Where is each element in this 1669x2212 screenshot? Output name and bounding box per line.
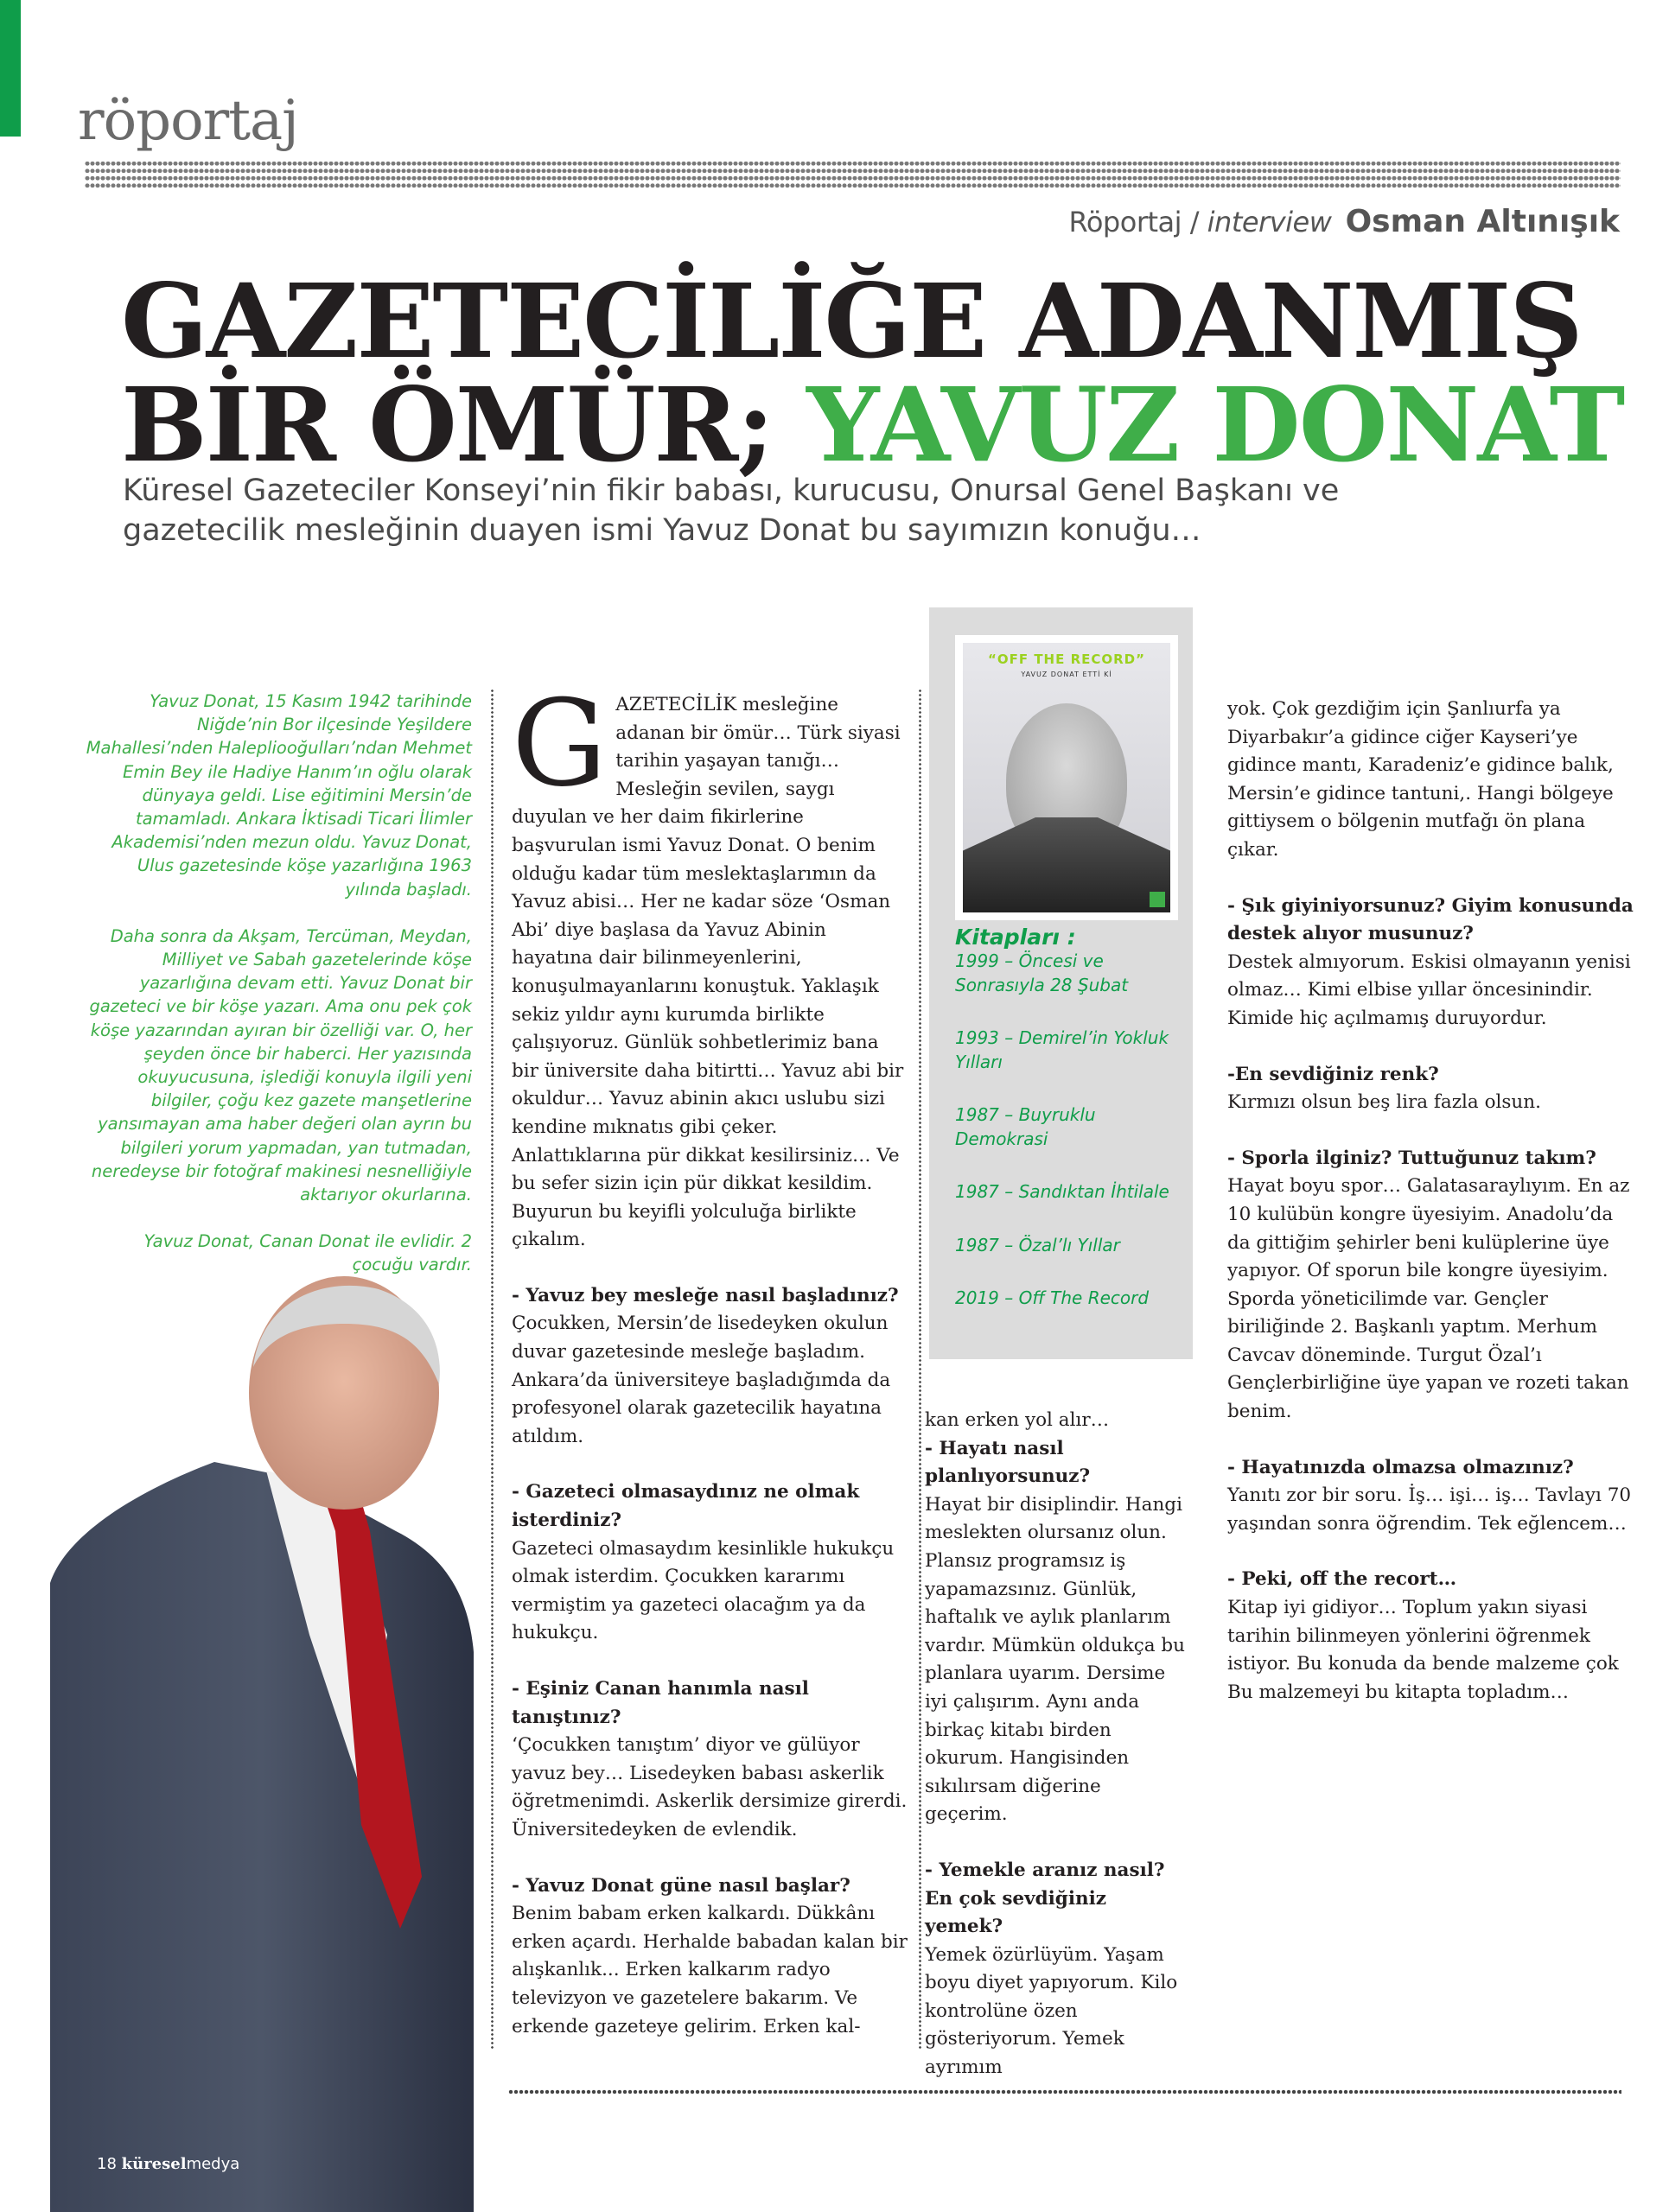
book-cover-suit <box>963 817 1170 912</box>
headline-line-1: GAZETECİLİĞE ADANMIŞ <box>121 261 1582 381</box>
book-cover-title: “OFF THE RECORD” <box>988 652 1145 667</box>
continuation-text: kan erken yol alır… <box>925 1409 1110 1431</box>
section-tab-marker <box>0 0 21 137</box>
page-folio <box>97 2155 239 2173</box>
answer: Çocukken, Mersin’de lisedeyken okulun duvar gazetesinde mesleğe başladım. Ankara’da üniversiteye başladığımda da profesyonel olarak gazetecilik hayatına atıldım. <box>512 1313 891 1447</box>
page-number: 18 <box>97 2155 117 2173</box>
answer: Yemek özürlüyüm. Yaşam boyu diyet yapıyorum. Kilo kontrolüne özen gösteriyorum. Yemek ayrımım <box>925 1943 1178 2079</box>
book-item: 1999 – Öncesi ve Sonrasıyla 28 Şubat <box>955 950 1129 995</box>
book-item: 1993 – Demirel’in Yokluk Yılları <box>955 1027 1169 1072</box>
answer: Kırmızı olsun beş lira fazla olsun. <box>1227 1091 1541 1114</box>
continuation-text: yok. Çok gezdiğim için Şanlıurfa ya Diyarbakır’a gidince ciğer Kayseri’ye gidince mantı, Karadeniz’e gidince balık, Mersin’e gidince tantuni,. Hangi bölgeye gittiysem o bölgenin mutfağı ön plana çıkar. <box>1227 698 1614 861</box>
column-divider <box>919 689 921 2050</box>
question: - Gazeteci olmasaydınız ne olmak isterdiniz? <box>512 1481 860 1532</box>
article-column-3 <box>1227 696 1638 1734</box>
answer: Hayat bir disiplindir. Hangi meslekten olursanız olun. Plansız programsız iş yapamazsınız. Günlük, haftalık ve aylık planlarım vardır. Mümkün oldukça bu planlara uyarım. Dersime iyi çalışırım. Aynı anda birkaç kitabı birden okurum. Hangisinden sıkılırsam diğerine geçerim. <box>925 1493 1186 1826</box>
dotted-header-band <box>85 160 1621 189</box>
answer: Yanıtı zor bir soru. İş… işi… iş… Tavlayı 70 yaşından sonra öğrendim. Tek eğlencem… <box>1227 1484 1632 1535</box>
qa-block <box>512 1675 908 1845</box>
qa-block <box>512 1478 908 1648</box>
column-divider <box>491 689 494 2050</box>
magazine-brand-bold: küresel <box>121 2155 187 2173</box>
portrait-photo <box>16 1272 487 2212</box>
publisher-logo-icon <box>1150 892 1165 907</box>
byline-author: Osman Altınışık <box>1345 204 1620 239</box>
article-standfirst: Küresel Gazeteciler Konseyi’nin fikir babası, kurucusu, Onursal Genel Başkanı ve gazetecilik mesleğinin duayen ismi Yavuz Donat bu sayımızın konuğu… <box>123 474 1340 548</box>
headline-line-2: BİR ÖMÜR; <box>121 365 807 485</box>
question: - Sporla ilginiz? Tuttuğunuz takım? <box>1227 1147 1596 1169</box>
book-cover-image <box>955 635 1178 920</box>
question: - Eşiniz Canan hanımla nasıl tanıştınız? <box>512 1678 809 1728</box>
question: - Hayatınızda olmazsa olmazınız? <box>1227 1456 1574 1478</box>
book-item: 1987 – Sandıktan İhtilale <box>955 1181 1169 1202</box>
question: - Yemekle aranız nasıl? En çok sevdiğiniz yemek? <box>925 1859 1165 1938</box>
answer: Kitap iyi gidiyor… Toplum yakın siyasi tarihin bilinmeyen yönlerini öğrenmek istiyor. Bu konuda da bende malzeme çok Bu malzemeyi bu kitapta topladım… <box>1227 1597 1619 1703</box>
answer: Benim babam erken kalkardı. Dükkânı erken açardı. Herhalde babadan kalan bir alışkanlık... Erken kalkarım radyo televizyon ve gazetelere bakarım. Ve erkende gazeteye gelirim. Erken kal- <box>512 1903 908 2037</box>
book-cover-subtitle: YAVUZ DONAT ETTİ Kİ <box>1021 671 1112 678</box>
answer: Gazeteci olmasaydım kesinlikle hukukçu olmak isterdim. Çocukken kararımı vermiştim ya gazeteci olacağım ya da hukukçu. <box>512 1537 895 1644</box>
answer: Destek almıyorum. Eskisi olmayanın yenisi olmaz… Kimi elbise yıllar öncesinindir. Kimide hiç açılmamış duruyordur. <box>1227 950 1631 1029</box>
bio-paragraph: Yavuz Donat, Canan Donat ile evlidir. 2 çocuğu vardır. <box>143 1231 472 1275</box>
qa-block <box>1227 1566 1638 1707</box>
qa-block <box>1227 893 1638 1033</box>
qa-block <box>1227 1145 1638 1427</box>
qa-block <box>512 1872 908 2042</box>
qa-block <box>1227 1454 1638 1539</box>
book-item: 2019 – Off The Record <box>955 1287 1150 1308</box>
byline <box>1069 204 1620 239</box>
question: - Hayatı nasıl planlıyorsunuz? <box>925 1437 1091 1488</box>
books-heading: Kitapları : <box>955 925 1076 950</box>
question: - Peki, off the recort… <box>1227 1568 1457 1591</box>
bio-paragraph: Yavuz Donat, 15 Kasım 1942 tarihinde Niğde’nin Bor ilçesinde Yeşildere Mahallesi’nden Halepliooğulları’ndan Mehmet Emin Bey ile Hadiye Hanım’ın oğlu olarak dünyaya geldi. Lise eğitimini Mersin’de tamamladı. Ankara İktisadi Ticari İlimler Akademisi’nden mezun oldu. Yavuz Donat, Ulus gazetesinde köşe yazarlığına 1963 yılında başladı. <box>86 691 472 899</box>
qa-block <box>512 1282 908 1452</box>
qa-block <box>1227 1061 1638 1117</box>
article-column-1 <box>512 674 908 2069</box>
question: -En sevdiğiniz renk? <box>1227 1063 1439 1085</box>
drop-cap: G <box>512 674 608 813</box>
byline-label: Röportaj / interview <box>1068 206 1332 238</box>
book-item: 1987 – Özal’lı Yıllar <box>955 1234 1120 1255</box>
bio-paragraph: Daha sonra da Akşam, Tercüman, Meydan, Milliyet ve Sabah gazetelerinde köşe yazarlığına devam etti. Yavuz Donat bir gazeteci ve bir köşe yazarı. Ama onu pek çok köşe yazarından ayıran bir özelliği var. O, her şeyden önce bir haberci. Her yazısında okuyucusuna, işlediği konuyla ilgili yeni bilgiler, çoğu kez gazete manşetlerine yansımayan ama haber değeri olan ayrın bu bilgileri yorum yapmadan, yan tutmadan, neredeyse bir fotoğraf makinesi nesnelliğiyle aktarıyor okurlarına. <box>89 925 472 1205</box>
question: - Şık giyiniyorsunuz? Giyim konusunda destek alıyor musunuz? <box>1227 894 1634 945</box>
answer: ‘Çocukken tanıştım’ diyor ve gülüyor yavuz bey… Lisedeyken babası askerlik öğretmenimdi. Askerlik dersimize girerdi. Üniversitedeyken de evlendik. <box>512 1734 908 1840</box>
magazine-brand-light: medya <box>186 2155 240 2173</box>
intro-paragraph: GAZETECİLİK mesleğine adanan bir ömür… Türk siyasi tarihin yaşayan tanığı… Mesleğin sevilen, saygı duyulan ve her daim fikirlerine başvurulan ismi Yavuz Donat. O benim olduğu kadar tüm meslektaşlarımın da Yavuz abisi… Her ne kadar söze ‘Osman Abi’ diye başlasa da Yavuz Abinin hayatına dair bilinmeyenlerini, konuşulmayanlarını konuştuk. Yaklaşık sekiz yıldır aynı kurumda birlikte çalışıyoruz. Günlük sohbetlerimiz bana bir üniversite daha bitirtti… Yavuz abi bir okuldur… Yavuz abinin akıcı uslubu sizi kendine mıknatıs gibi çeker. Anlattıklarına pür dikkat kesilirsiniz… Ve bu sefer sizin için pür dikkat kesildim. Buyurun bu keyifli yolculuğa birlikte çıkalım. <box>512 674 904 1251</box>
qa-block <box>925 1435 1188 1829</box>
books-sidebar <box>929 607 1193 1359</box>
headline-accent-name: YAVUZ DONAT <box>806 365 1624 485</box>
article-column-2 <box>925 1407 1188 2110</box>
books-list <box>955 925 1180 1340</box>
question: - Yavuz Donat güne nasıl başlar? <box>512 1874 850 1897</box>
question: - Yavuz bey mesleğe nasıl başladınız? <box>512 1284 899 1306</box>
article-headline <box>121 261 1624 485</box>
answer: Hayat boyu spor… Galatasaraylıyım. En az 10 kulübün kongre üyesiyim. Anadolu’da da gittiğim şehirler beni kulüplerine üye yapıyor. Of sporun bile kongre üyesiyim. Sporda yöneticilimde var. Gençler biriliğinde 2. Başkanlı yaptım. Merhum Cavcav döneminde. Turgut Özal’ı Gençlerbirliğine üye yapan ve rozeti takan benim. <box>1227 1175 1630 1423</box>
bio-sidebar <box>78 690 472 1300</box>
section-label: röportaj <box>78 89 298 153</box>
book-item: 1987 – Buyruklu Demokrasi <box>955 1104 1096 1149</box>
qa-block <box>925 1857 1188 2082</box>
